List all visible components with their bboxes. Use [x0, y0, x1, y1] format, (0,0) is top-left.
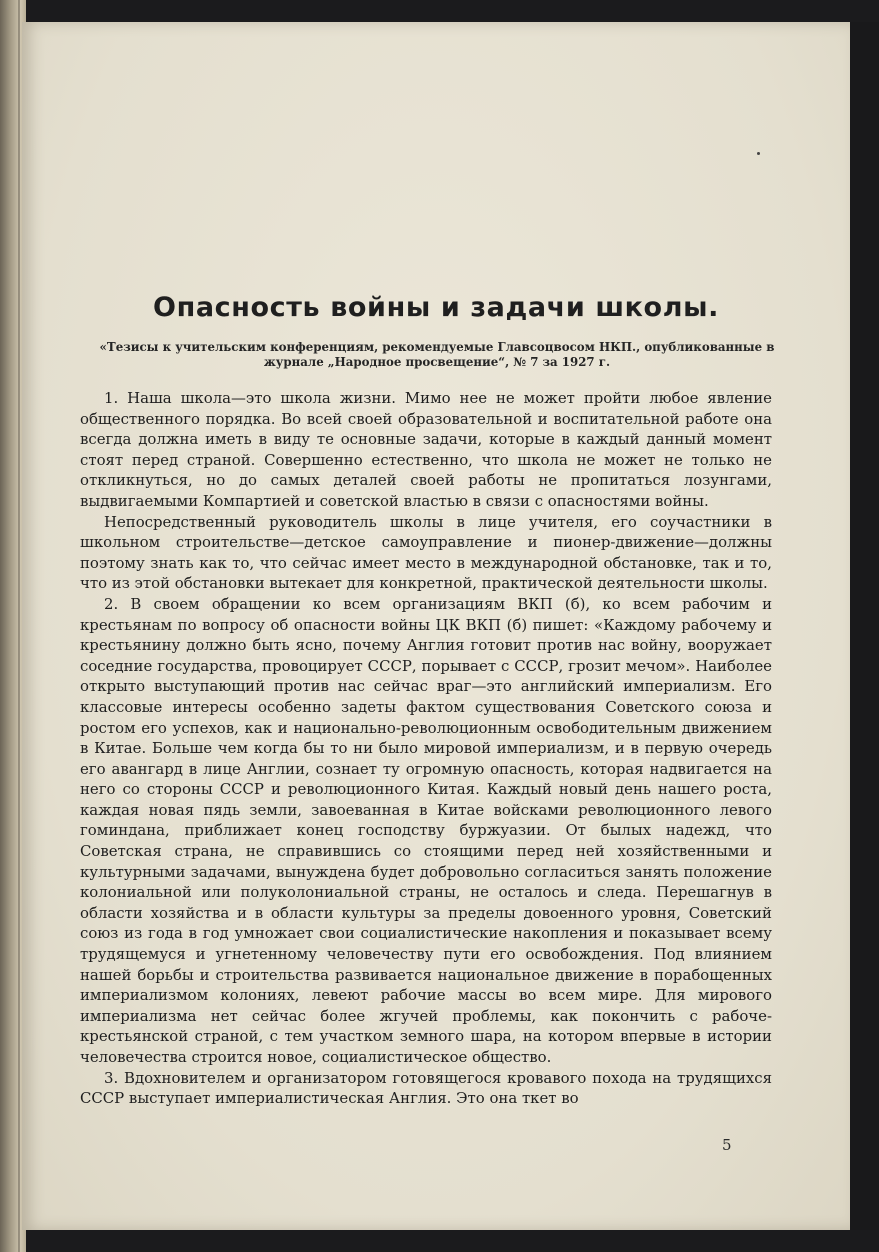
- page-number: 5: [722, 1136, 732, 1154]
- paragraph-2: Непосредственный руководитель школы в лице учителя, его соучастники в школьном строительстве—детское самоуправление и пионер-движение—должны поэтому знать как то, что сейчас имеет место в международной обстановке, так и то, что из этой обстановки вытекает для конкретной, практической деятельности школы.: [80, 512, 772, 593]
- subtitle-note: «Тезисы к учительским конференциям, рекомендуемые Главсоцвосом НКП., опубликованные в журнале „Народное просвещение“, № 7 за 1927 г.: [99, 340, 775, 369]
- paragraph-3: 2. В своем обращении ко всем организациям ВКП (б), ко всем рабочим и крестьянам по вопросу об опасности войны ЦК ВКП (б) пишет: «Каждому рабочему и крестьянину должно быть ясно, почему Англия готовит против нас войну, вооружает соседние государства, провоцирует СССР, порывает с СССР, грозит мечом». Наиболее открыто выступающий против нас сейчас враг—это английский империализм. Его классовые интересы особенно задеты фактом существования Советского союза и ростом его успехов, как и национально-революционным освободительным движением в Китае. Больше чем когда бы то ни было мировой империализм, и в первую очередь его авангард в лице Англии, сознает ту огромную опасность, которая надвигается на него со стороны СССР и революционного Китая. Каждый новый день нашего роста, каждая новая пядь земли, завоеванная в Китае войсками революционного левого гоминдана, приближает конец господству буржуазии. От былых надежд, что Советская страна, не справившись со стоящими перед ней хозяйственными и культурными задачами, вынуждена будет добровольно согласиться занять положение колониальной или полуколониальной страны, не осталось и следа. Перешагнув в области хозяйства и в области культуры за пределы довоенного уровня, Советский союз из года в год умножает свои социалистические накопления и показывает всему трудящемуся и угнетенному человечеству пути его освобождения. Под влиянием нашей борьбы и строительства развивается национальное движение в порабощенных империализмом колониях, левеют рабочие массы во всем мире. Для мирового империализма нет сейчас более жгучей проблемы, как покончить с рабоче-крестьянской страной, с тем участком земного шара, на котором впервые в истории человечества строится новое, социалистическое общество.: [80, 594, 772, 1066]
- background-edge: [850, 22, 879, 1230]
- ink-speck: [757, 152, 760, 155]
- body-text: [80, 388, 772, 1109]
- gutter-shadow: [18, 0, 20, 1252]
- paragraph-4: 3. Вдохновителем и организатором готовящегося кровавого похода на трудящихся СССР выступает империалистическая Англия. Это она ткет во: [80, 1068, 772, 1108]
- document-page: [22, 22, 850, 1230]
- paragraph-1: 1. Наша школа—это школа жизни. Мимо нее не может пройти любое явление общественного порядка. Во всей своей образовательной и воспитательной работе она всегда должна иметь в виду те основные задачи, которые в каждый данный момент стоят перед страной. Совершенно естественно, что школа не может не только не откликнуться, но до самых деталей своей работы не пропитаться лозунгами, выдвигаемыми Компартией и советской властью в связи с опасностями войны.: [80, 389, 772, 510]
- page-title: Опасность войны и задачи школы.: [153, 292, 719, 323]
